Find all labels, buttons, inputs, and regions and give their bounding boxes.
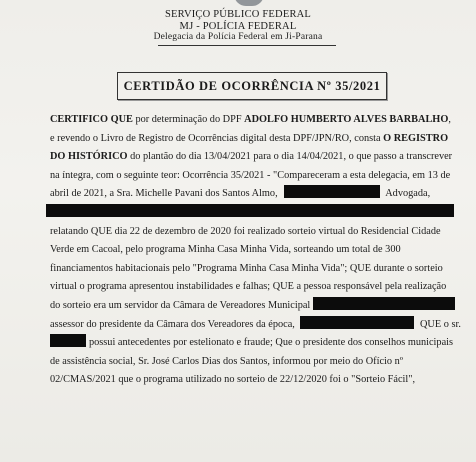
body-line <box>50 316 476 335</box>
header-line-2: MJ - POLÍCIA FEDERAL <box>179 20 297 32</box>
text-segment: assessor do presidente da Câmara dos Vereadores da época, <box>50 318 295 330</box>
redaction-bar <box>313 297 455 310</box>
body-line: virtual o programa apresentou instabilidades e falhas; QUE a pessoa responsável pela realização <box>50 281 447 293</box>
redaction-bar <box>300 316 414 329</box>
header-line-3: Delegacia da Polícia Federal em Ji-Parana <box>153 32 323 42</box>
text-segment: possui antecedentes por estelionato e fraude; Que o presidente dos conselhos municipais <box>89 337 454 349</box>
text-segment: , <box>448 114 451 125</box>
body-line <box>50 111 476 130</box>
text-segment: do plantão do dia 13/04/2021 para o dia 14/04/2021, o que passo a transcrever <box>127 151 453 163</box>
redaction-bar <box>50 334 86 347</box>
dpf-name: ADOLFO HUMBERTO ALVES BARBALHO <box>244 114 449 125</box>
certificate-title: CERTIDÃO DE OCORRÊNCIA Nº 35/2021 <box>117 72 387 100</box>
certifico-que: CERTIFICO QUE <box>50 114 133 125</box>
body-line: 02/CMAS/2021 que o programa utilizado no sorteio de 22/12/2020 foi o "Sorteio Fácil", <box>50 374 416 386</box>
body-line: na íntegra, com o seguinte teor: Ocorrência 35/2021 - "Compareceram a esta delegacia, em 13 de <box>50 169 451 181</box>
redaction-bar <box>284 185 380 198</box>
body-line <box>50 185 476 204</box>
coat-of-arms-emblem <box>234 0 264 6</box>
body-line: de assistência social, Sr. José Carlos Dias dos Santos, informou por meio do Ofício nº <box>50 355 403 367</box>
redaction-bar <box>46 204 454 217</box>
text-segment: abril de 2021, a Sra. Michelle Pavani dos Santos Almo, <box>50 188 278 200</box>
header-line-1: SERVIÇO PÚBLICO FEDERAL <box>164 9 312 20</box>
registro-bold: O REGISTRO <box>383 132 449 144</box>
body-line <box>50 130 476 149</box>
text-segment: por determinação do DPF <box>132 114 245 125</box>
historico-bold: DO HISTÓRICO <box>50 151 128 163</box>
text-segment: Advogada, <box>385 188 431 200</box>
body-line: financiamentos habitacionais pelo "Programa Minha Casa Minha Vida"; QUE durante o sorteio <box>50 262 443 274</box>
text-segment: do sorteio era um servidor da Câmara de Vereadores Municipal <box>50 299 311 311</box>
body-line <box>50 297 476 316</box>
letterhead <box>0 9 476 44</box>
body-line <box>50 148 476 167</box>
text-segment: e revendo o Livro de Registro de Ocorrências digital desta DPF/JPN/RO, consta <box>50 132 384 144</box>
header-underline <box>158 45 336 46</box>
certificate-body <box>50 111 476 390</box>
text-segment: QUE o sr. <box>420 318 461 330</box>
body-line <box>50 334 476 353</box>
body-line: Verde em Cacoal, pelo programa Minha Casa Minha Vida, sorteando um total de 300 <box>50 244 401 256</box>
body-line <box>50 204 476 223</box>
body-line: relatando QUE dia 22 de dezembro de 2020 foi realizado sorteio virtual do Residencial Cidade <box>50 225 441 237</box>
